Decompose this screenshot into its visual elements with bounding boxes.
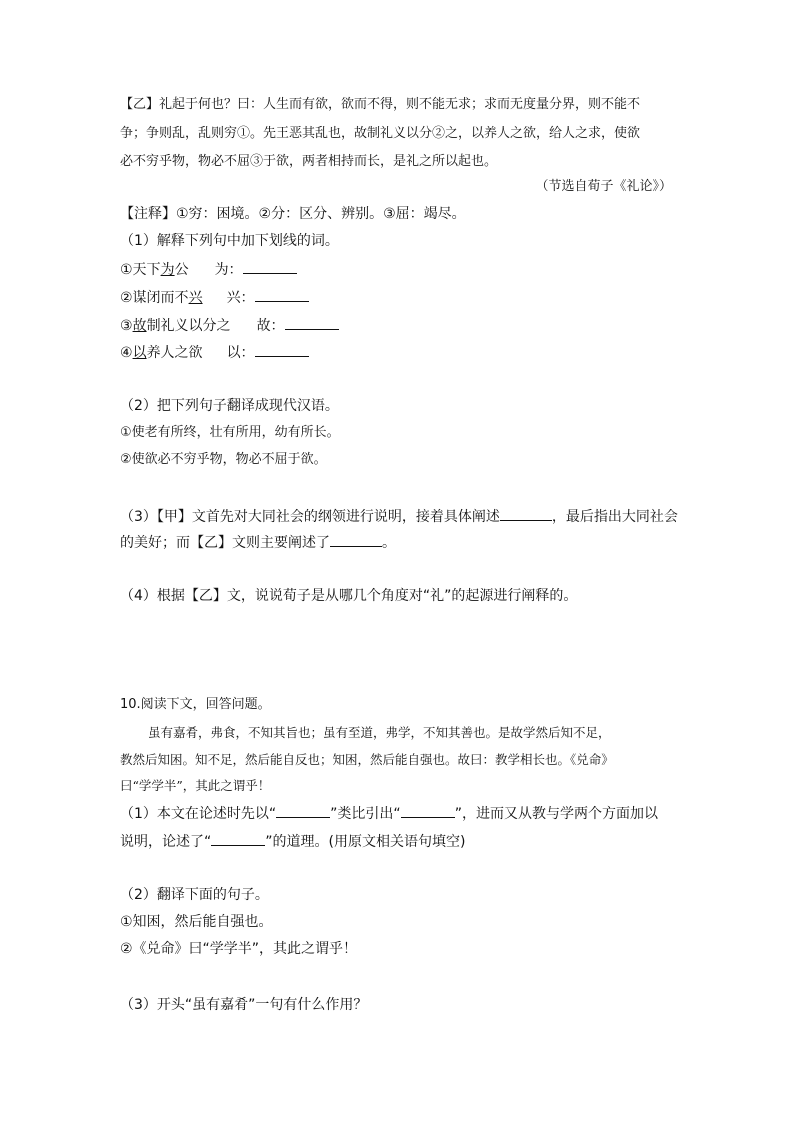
answer-blank[interactable] (500, 506, 552, 521)
p10-q2-title: （2）翻译下面的句子。 (120, 887, 269, 903)
passage-10-line-3: 曰“学学半”，其此之谓乎！ (120, 778, 271, 793)
q1-item-pre: ③ (120, 318, 133, 334)
q1-item-word: 故 (132, 318, 147, 334)
answer-blank[interactable] (255, 342, 309, 357)
answer-blank[interactable] (401, 803, 455, 818)
q1-item-3 (120, 315, 339, 336)
yi-line-2: 争；争则乱，乱则穷①。先王恶其乱也，故制礼义以分②之，以养人之欲，给人之求，使欲 (120, 126, 641, 141)
q1-item-label: 兴： (226, 290, 255, 306)
p10-q1-line-1 (120, 803, 658, 824)
answer-blank[interactable] (243, 259, 297, 274)
answer-blank[interactable] (255, 287, 309, 302)
yi-source: （节选自荀子《礼论》） (535, 179, 672, 194)
q2-sentence-2: ②使欲必不穷乎物，物必不屈于欲。 (120, 452, 327, 467)
q1-item-pre: ④ (120, 345, 133, 361)
p10-q1-text-d: 说明，论述了“ (120, 834, 212, 850)
q1-item-1 (120, 259, 297, 280)
p10-q1-line-2 (120, 831, 465, 852)
answer-blank[interactable] (211, 831, 265, 846)
q1-item-label: 为： (214, 262, 243, 278)
q2-sentence-1: ①使老有所终，壮有所用，幼有所长。 (120, 425, 340, 440)
q1-item-post: 养人之欲 (146, 345, 203, 361)
q3-text-a: （3）【甲】文首先对大同社会的纲领进行说明，接着具体阐述 (120, 509, 500, 525)
p10-q2-sentence-1: ①知困，然后能自强也。 (120, 914, 273, 930)
p10-q1-text-a: （1）本文在论述时先以“ (120, 806, 277, 822)
answer-blank[interactable] (276, 803, 330, 818)
passage-10-line-1: 虽有嘉肴，弗食，不知其旨也；虽有至道，弗学，不知其善也。是故学然后知不足， (148, 725, 611, 740)
p10-q1-text-b: ”类比引出“ (330, 806, 401, 822)
p10-q2-sentence-2: ②《兑命》曰“学学半”，其此之谓乎！ (120, 941, 358, 957)
passage-10-title: 10.阅读下文，回答问题。 (120, 697, 271, 712)
yi-line-1: 【乙】礼起于何也？曰：人生而有欲，欲而不得，则不能无求；求而无度量分界，则不能不 (120, 97, 641, 112)
q1-item-label: 以： (226, 345, 255, 361)
q3-line-2 (120, 532, 396, 553)
q4-text: （4）根据【乙】文，说说荀子是从哪几个角度对“礼”的起源进行阐释的。 (120, 588, 578, 604)
p10-q1-text-e: ”的道理。(用原文相关语句填空) (265, 834, 466, 850)
q1-item-4 (120, 342, 309, 363)
passage-10-line-2: 教然后知困。知不足，然后能自反也；知困，然后能自强也。故曰：教学相长也。《兑命》 (120, 752, 614, 767)
q2-title: （2）把下列句子翻译成现代汉语。 (120, 398, 339, 414)
q1-item-word: 以 (132, 345, 147, 361)
q3-line-1 (120, 506, 678, 527)
q1-item-label: 故： (256, 318, 285, 334)
annotation-note: 【注释】①穷：困境。②分：区分、辨别。③屈：竭尽。 (120, 206, 466, 222)
yi-line-3: 必不穷乎物，物必不屈③于欲，两者相持而长，是礼之所以起也。 (120, 154, 498, 169)
q3-text-b: ，最后指出大同社会 (551, 509, 678, 525)
q1-item-word: 为 (160, 262, 175, 278)
q1-item-pre: ②谋闭而不 (120, 290, 189, 306)
q1-item-word: 兴 (188, 290, 203, 306)
q1-item-pre: ①天下 (120, 262, 161, 278)
p10-q1-text-c: ”，进而又从教与学两个方面加以 (454, 806, 658, 822)
q1-title: （1）解释下列句中加下划线的词。 (120, 233, 339, 249)
answer-blank[interactable] (285, 315, 339, 330)
q1-item-post: 制礼义以分之 (146, 318, 231, 334)
q3-text-d: 。 (382, 535, 396, 551)
answer-blank[interactable] (330, 532, 382, 547)
q3-text-c: 的美好；而【乙】文则主要阐述了 (120, 535, 330, 551)
p10-q3-text: （3）开头“虽有嘉肴”一句有什么作用？ (120, 997, 368, 1013)
q1-item-2 (120, 287, 309, 308)
q1-item-post: 公 (174, 262, 189, 278)
